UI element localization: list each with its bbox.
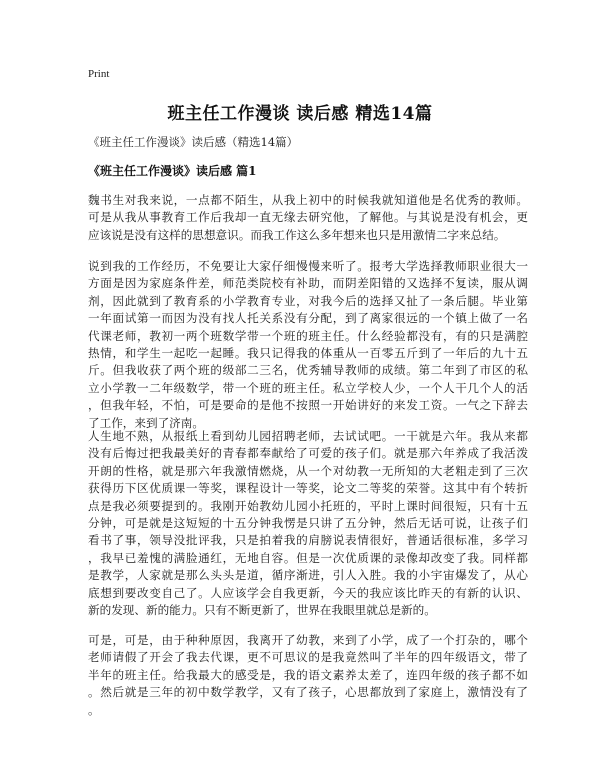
paragraph-1 xyxy=(88,192,528,244)
text-line: 可是从我从事教育工作后我却一直无缘去研究他，了解他。与其说是没有机会，更 xyxy=(88,210,528,225)
text-line: 分钟，可是就是这短短的十五分钟我愣是只讲了五分钟，然后无话可说，让孩子们 xyxy=(88,516,528,531)
text-line: 方面是因为家庭条件差，师范类院校有补助，而阴差阳错的又选择不复读，服从调 xyxy=(88,276,528,291)
text-line: 没有后悔过把我最美好的青春都奉献给了可爱的孩子们。就是那六年养成了我活泼 xyxy=(88,446,528,461)
paragraph-4 xyxy=(88,632,528,719)
text-line: 开朗的性格，就是那六年我激情燃烧，从一个对幼教一无所知的大老粗走到了三次 xyxy=(88,463,528,478)
text-line: 。 xyxy=(88,702,100,717)
text-line: 底想到要改变自己了。人应该学会自我更新，今天的我应该比昨天的有新的认识、 xyxy=(88,585,528,600)
text-line: 说到我的工作经历，不免要让大家仔细慢慢来听了。报考大学选择教师职业很大一 xyxy=(88,259,528,273)
section-heading: 《班主任工作漫谈》读后感 篇1 xyxy=(88,164,257,178)
text-line: 点是我必须要提到的。我刚开始教幼儿园小托班的，平时上课时间很短，只有十五 xyxy=(88,498,528,513)
text-line: 一年面试第一而因为没有找人托关系没有分配，到了离家很远的一个镇上做了一名 xyxy=(88,311,528,326)
text-line: 应该说是没有这样的思想意识。而我工作这么多年想来也只是用激情二字来总结。 xyxy=(88,227,506,242)
paragraph-3 xyxy=(88,428,528,619)
text-line: 人生地不熟，从报纸上看到幼儿园招聘老师，去试试吧。一干就是六年。我从来都 xyxy=(88,429,528,443)
text-line: 是教学，人家就是那么头头是道，循序渐进，引人入胜。我的小宇宙爆发了，从心 xyxy=(88,568,528,583)
text-line: 热情，和学生一起吃一起睡。我只记得我的体重从一百零五斤到了一年后的九十五 xyxy=(88,346,528,361)
text-line: 魏书生对我来说，一点都不陌生，从我上初中的时候我就知道他是名优秀的教师。 xyxy=(88,193,528,207)
text-line: 剂，因此就到了教育系的小学教育专业，对我今后的选择又扯了一条后腿。毕业第 xyxy=(88,293,528,308)
text-line: ，我早已羞愧的满脸通红，无地自容。但是一次优质课的录像却改变了我。同样都 xyxy=(88,550,528,565)
text-line: 可是，可是，由于种种原因，我离开了幼教，来到了小学，成了一个打杂的，哪个 xyxy=(88,633,528,647)
text-line: 获得历下区优质课一等奖，课程设计一等奖，论文二等奖的荣誉。这其中有个转折 xyxy=(88,481,528,496)
text-line: 半年的班主任。给我最大的感受是，我的语文素养太差了，连四年级的孩子都不如 xyxy=(88,667,528,682)
text-line: 了工作，来到了济南。 xyxy=(88,415,204,430)
text-line: ，但我年轻，不怕，可是要命的是他不按照一开始讲好的来发工资。一气之下辞去 xyxy=(88,398,528,413)
text-line: 。然后就是三年的初中数学教学，又有了孩子，心思都放到了家庭上，激情没有了 xyxy=(88,685,528,700)
document-subtitle: 《班主任工作漫谈》读后感（精选14篇） xyxy=(88,135,299,149)
print-link[interactable]: Print xyxy=(88,68,110,80)
text-line: 立小学教一二年级数学，带一个班的班主任。私立学校人少，一个人干几个人的活 xyxy=(88,380,528,395)
text-line: 老师请假了开会了我去代课，更不可思议的是我竟然叫了半年的四年级语文，带了 xyxy=(88,650,528,665)
text-line: 新的发现、新的能力。只有不断更新了，世界在我眼里就总是新的。 xyxy=(88,603,436,618)
text-line: 代课老师，教初一两个班数学带一个班的班主任。什么经验都没有，有的只是满腔 xyxy=(88,328,528,343)
text-line: 斤。但我收获了两个班的级部二三名，优秀辅导教师的成绩。第二年到了市区的私 xyxy=(88,363,528,378)
paragraph-2 xyxy=(88,258,528,432)
text-line: 看书了事，领导没批评我，只是拍着我的肩膀说表情很好，普通话很标准，多学习 xyxy=(88,533,528,548)
page-title: 班主任工作漫谈 读后感 精选14篇 xyxy=(167,104,433,124)
